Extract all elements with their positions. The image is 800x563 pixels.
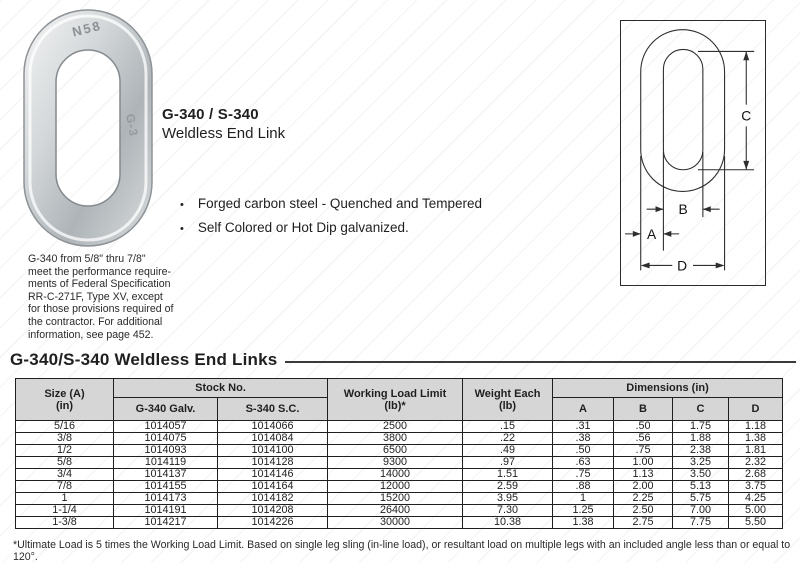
- section-heading-row: [10, 350, 796, 370]
- note-line: ments of Federal Specification: [28, 278, 171, 291]
- header-group-row: [16, 379, 783, 398]
- table-cell: .49: [463, 445, 553, 457]
- table-cell: 2.32: [729, 457, 783, 469]
- note-line: the contractor. For additional: [28, 315, 163, 328]
- table-row: [16, 457, 783, 469]
- table-row: [16, 469, 783, 481]
- table-cell: 7.00: [673, 505, 729, 517]
- table-cell: 1014155: [114, 481, 218, 493]
- heading-rule: [285, 361, 796, 363]
- table-cell: 1.25: [553, 505, 614, 517]
- table-cell: 1: [16, 493, 114, 505]
- dim-label-d: D: [677, 258, 688, 274]
- feature-item: [180, 196, 482, 212]
- table-cell: 1.75: [673, 421, 729, 433]
- table-cell: .75: [553, 469, 614, 481]
- link-marking-side: G-3: [123, 112, 141, 138]
- table-cell: 3800: [328, 433, 463, 445]
- col-s340-sc: S-340 S.C.: [218, 398, 328, 421]
- table-cell: 2.59: [463, 481, 553, 493]
- col-dim-b: B: [614, 398, 673, 421]
- table-cell: 1014164: [218, 481, 328, 493]
- spec-table: [15, 378, 783, 529]
- product-subtitle: Weldless End Link: [162, 125, 286, 142]
- table-cell: 1.13: [614, 469, 673, 481]
- table-cell: 1014100: [218, 445, 328, 457]
- section-title: G-340/S-340 Weldless End Links: [10, 350, 278, 369]
- table-row: [16, 505, 783, 517]
- table-cell: 26400: [328, 505, 463, 517]
- col-dim-d: D: [729, 398, 783, 421]
- table-cell: 30000: [328, 517, 463, 529]
- table-cell: 3/4: [16, 469, 114, 481]
- table-row: [16, 421, 783, 433]
- feature-text: Forged carbon steel - Quenched and Tempered: [197, 196, 483, 211]
- table-cell: 5.75: [673, 493, 729, 505]
- table-cell: 2.75: [614, 517, 673, 529]
- table-cell: 2500: [328, 421, 463, 433]
- table-cell: 1.51: [463, 469, 553, 481]
- spec-note: [28, 253, 178, 341]
- table-cell: 1.38: [553, 517, 614, 529]
- table-cell: 3.95: [463, 493, 553, 505]
- table-cell: .31: [553, 421, 614, 433]
- footnote: *Ultimate Load is 5 times the Working Load Limit. Based on single leg sling (in-line load), or resultant load on multiple legs with an included angle less than or equal to 120°.: [13, 539, 791, 563]
- table-cell: 1014137: [114, 469, 218, 481]
- table-cell: 2.25: [614, 493, 673, 505]
- table-cell: .15: [463, 421, 553, 433]
- dim-label-a: A: [646, 226, 657, 242]
- table-cell: 1014146: [218, 469, 328, 481]
- diagram-inner-oval: [663, 49, 702, 169]
- table-cell: 1014119: [114, 457, 218, 469]
- table-cell: 1-3/8: [16, 517, 114, 529]
- table-cell: .50: [553, 445, 614, 457]
- table-cell: 2.50: [614, 505, 673, 517]
- table-cell: .50: [614, 421, 673, 433]
- table-cell: 1014217: [114, 517, 218, 529]
- table-cell: 5.50: [729, 517, 783, 529]
- table-body: [16, 421, 783, 529]
- table-cell: .63: [553, 457, 614, 469]
- dim-label-c: C: [741, 108, 752, 124]
- table-cell: 7.75: [673, 517, 729, 529]
- end-link-photo-svg: [22, 8, 154, 248]
- table-cell: 1014226: [218, 517, 328, 529]
- table-cell: 14000: [328, 469, 463, 481]
- col-working-load-limit: Working Load Limit (lb)*: [328, 379, 463, 421]
- col-dim-c: C: [673, 398, 729, 421]
- table-cell: 1014182: [218, 493, 328, 505]
- col-group-dimensions: Dimensions (in): [553, 379, 783, 398]
- table-cell: 2.68: [729, 469, 783, 481]
- table-cell: 1.00: [614, 457, 673, 469]
- table-cell: 2.00: [614, 481, 673, 493]
- table-cell: 7/8: [16, 481, 114, 493]
- bullet-icon: •: [180, 199, 184, 211]
- table-cell: 9300: [328, 457, 463, 469]
- dim-label-b: B: [678, 202, 688, 218]
- table-cell: .56: [614, 433, 673, 445]
- col-dim-a: A: [553, 398, 614, 421]
- note-line: G-340 from 5/8" thru 7/8": [28, 253, 146, 265]
- table-cell: 1.38: [729, 433, 783, 445]
- table-cell: 2.38: [673, 445, 729, 457]
- table-cell: 1: [553, 493, 614, 505]
- table-row: [16, 445, 783, 457]
- table-cell: 3/8: [16, 433, 114, 445]
- product-title: G-340 / S-340: [162, 106, 259, 123]
- table-cell: 4.25: [729, 493, 783, 505]
- col-weight-each: Weight Each (lb): [463, 379, 553, 421]
- table-cell: 5/8: [16, 457, 114, 469]
- dimension-diagram-svg: [621, 21, 765, 285]
- bullet-icon: •: [180, 223, 184, 235]
- table-cell: .75: [614, 445, 673, 457]
- table-cell: 1014084: [218, 433, 328, 445]
- product-photo: [22, 8, 154, 248]
- col-g340-galv: G-340 Galv.: [114, 398, 218, 421]
- table-cell: 1.88: [673, 433, 729, 445]
- table-cell: 1014128: [218, 457, 328, 469]
- table-cell: .22: [463, 433, 553, 445]
- table-cell: 10.38: [463, 517, 553, 529]
- note-line: meet the performance require-: [28, 265, 172, 278]
- table-cell: .97: [463, 457, 553, 469]
- table-row: [16, 481, 783, 493]
- table-cell: 1014093: [114, 445, 218, 457]
- table-cell: 7.30: [463, 505, 553, 517]
- table-cell: 15200: [328, 493, 463, 505]
- link-marking-top: N58: [70, 17, 104, 40]
- table-cell: 5/16: [16, 421, 114, 433]
- table-cell: 3.50: [673, 469, 729, 481]
- table-cell: 1014191: [114, 505, 218, 517]
- table-row: [16, 493, 783, 505]
- table-row: [16, 517, 783, 529]
- table-cell: 12000: [328, 481, 463, 493]
- table-row: [16, 433, 783, 445]
- feature-list: [180, 196, 482, 244]
- table-cell: 1-1/4: [16, 505, 114, 517]
- col-size: Size (A) (in): [16, 379, 114, 421]
- note-line: for those provisions required of: [28, 303, 174, 316]
- table-cell: 1014075: [114, 433, 218, 445]
- note-line: information, see page 452.: [28, 328, 154, 341]
- table-cell: 1/2: [16, 445, 114, 457]
- table-cell: 1014057: [114, 421, 218, 433]
- table-cell: 5.00: [729, 505, 783, 517]
- table-cell: 1.18: [729, 421, 783, 433]
- table-cell: .38: [553, 433, 614, 445]
- feature-text: Self Colored or Hot Dip galvanized.: [197, 220, 409, 235]
- table-cell: 3.75: [729, 481, 783, 493]
- table-cell: .88: [553, 481, 614, 493]
- table-cell: 1014173: [114, 493, 218, 505]
- table-cell: 1014208: [218, 505, 328, 517]
- table-cell: 5.13: [673, 481, 729, 493]
- dimension-diagram: [620, 20, 766, 286]
- note-line: RR-C-271F, Type XV, except: [28, 290, 163, 303]
- table-cell: 1014066: [218, 421, 328, 433]
- feature-item: [180, 220, 482, 236]
- title-block: [162, 106, 285, 142]
- table-cell: 6500: [328, 445, 463, 457]
- diagram-outer-oval: [641, 30, 725, 192]
- table-cell: 1.81: [729, 445, 783, 457]
- col-group-stock-no: Stock No.: [114, 379, 328, 398]
- table-cell: 3.25: [673, 457, 729, 469]
